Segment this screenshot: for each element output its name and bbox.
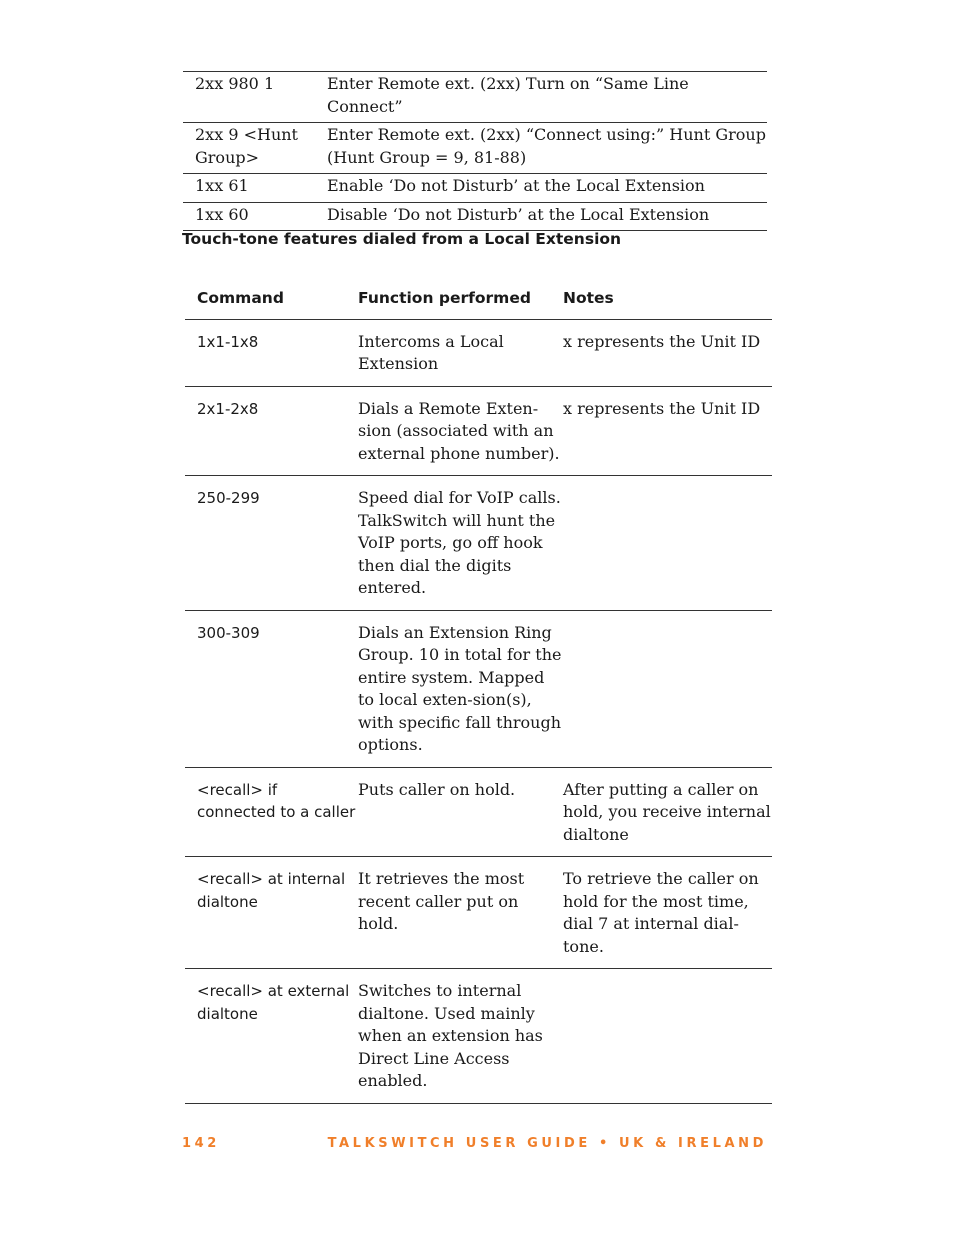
table-row <box>183 123 767 174</box>
page-number: 142 <box>182 1136 220 1151</box>
table-row <box>185 386 772 476</box>
function-cell: Disable ‘Do not Disturb’ at the Local Extension <box>327 202 767 231</box>
section-heading: Touch-tone features dialed from a Local Extension <box>182 230 622 248</box>
command-cell: 250-299 <box>185 476 358 611</box>
notes-cell: After putting a caller on hold, you receive internal dialtone <box>563 767 772 857</box>
function-cell: It retrieves the most recent caller put on hold. <box>358 857 563 969</box>
table-row <box>183 174 767 203</box>
table-row <box>183 202 767 231</box>
table-row <box>185 767 772 857</box>
function-cell: Speed dial for VoIP calls. TalkSwitch will hunt the VoIP ports, go off hook then dial the digits entered. <box>358 476 563 611</box>
table-header-row <box>185 284 772 319</box>
function-cell: Enter Remote ext. (2xx) “Connect using:” Hunt Group (Hunt Group = 9, 81-88) <box>327 123 767 174</box>
table-row <box>183 72 767 123</box>
command-column-header: Command <box>185 284 358 319</box>
table-row <box>185 969 772 1104</box>
command-cell: 1xx 61 <box>183 174 327 203</box>
command-cell: 2x1-2x8 <box>185 386 358 476</box>
notes-column-header: Notes <box>563 284 772 319</box>
command-cell: <recall> at internal dialtone <box>185 857 358 969</box>
function-cell: Enter Remote ext. (2xx) Turn on “Same Line Connect” <box>327 72 767 123</box>
function-cell: Dials a Remote Exten-sion (associated with an external phone number). <box>358 386 563 476</box>
notes-cell: x represents the Unit ID <box>563 319 772 386</box>
command-cell: 300-309 <box>185 610 358 767</box>
command-cell: 1x1-1x8 <box>185 319 358 386</box>
function-cell: Switches to internal dialtone. Used mainly when an extension has Direct Line Access enabled. <box>358 969 563 1104</box>
notes-cell: To retrieve the caller on hold for the most time, dial 7 at internal dial-tone. <box>563 857 772 969</box>
command-cell: <recall> at external dialtone <box>185 969 358 1104</box>
command-cell: 2xx 9 <Hunt Group> <box>183 123 327 174</box>
command-cell: <recall> if connected to a caller <box>185 767 358 857</box>
notes-cell: x represents the Unit ID <box>563 386 772 476</box>
notes-cell <box>563 969 772 1104</box>
command-cell: 2xx 980 1 <box>183 72 327 123</box>
table-row <box>185 857 772 969</box>
table-row <box>185 476 772 611</box>
function-cell: Intercoms a Local Extension <box>358 319 563 386</box>
function-cell: Dials an Extension Ring Group. 10 in total for the entire system. Mapped to local exten-sion(s), with specific fall through options. <box>358 610 563 767</box>
guide-title: TALKSWITCH USER GUIDE • UK & IRELAND <box>327 1136 767 1151</box>
table-row <box>185 319 772 386</box>
notes-cell <box>563 476 772 611</box>
continued-command-table <box>183 71 767 231</box>
function-cell: Puts caller on hold. <box>358 767 563 857</box>
touch-tone-features-table <box>185 284 772 1104</box>
notes-cell <box>563 610 772 767</box>
table-row <box>185 610 772 767</box>
function-cell: Enable ‘Do not Disturb’ at the Local Extension <box>327 174 767 203</box>
command-cell: 1xx 60 <box>183 202 327 231</box>
function-column-header: Function performed <box>358 284 563 319</box>
